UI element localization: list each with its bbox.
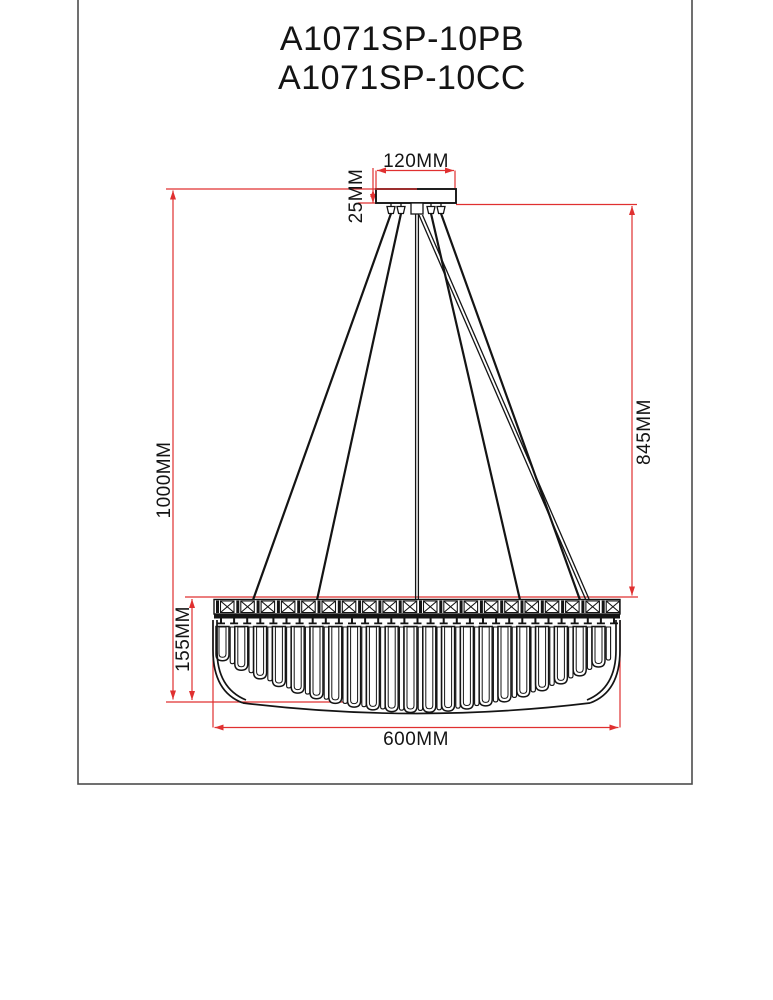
dim-body-diameter-label: 600MM: [383, 729, 449, 750]
crystal-ring: [213, 600, 620, 714]
model-number-1: A1071SP-10PB: [279, 20, 525, 58]
model-number-2: A1071SP-10CC: [278, 59, 526, 97]
ceiling-canopy: [376, 189, 456, 203]
dim-body-height-label: 155MM: [173, 606, 194, 672]
dim-overall-height-label: 1000MM: [154, 441, 175, 519]
suspension-wires: [253, 214, 589, 601]
dim-canopy-height-label: 25MM: [346, 168, 367, 224]
dim-wire-drop-label: 845MM: [634, 399, 655, 465]
chandelier-fixture: [213, 189, 620, 714]
canopy-hooks: [387, 203, 445, 214]
center-connector: [411, 203, 423, 214]
crystal-hangers: [217, 619, 618, 625]
bead-rail: [214, 615, 620, 619]
crystal-fringe: [216, 627, 611, 713]
dim-canopy-width-label: 120MM: [383, 151, 449, 172]
